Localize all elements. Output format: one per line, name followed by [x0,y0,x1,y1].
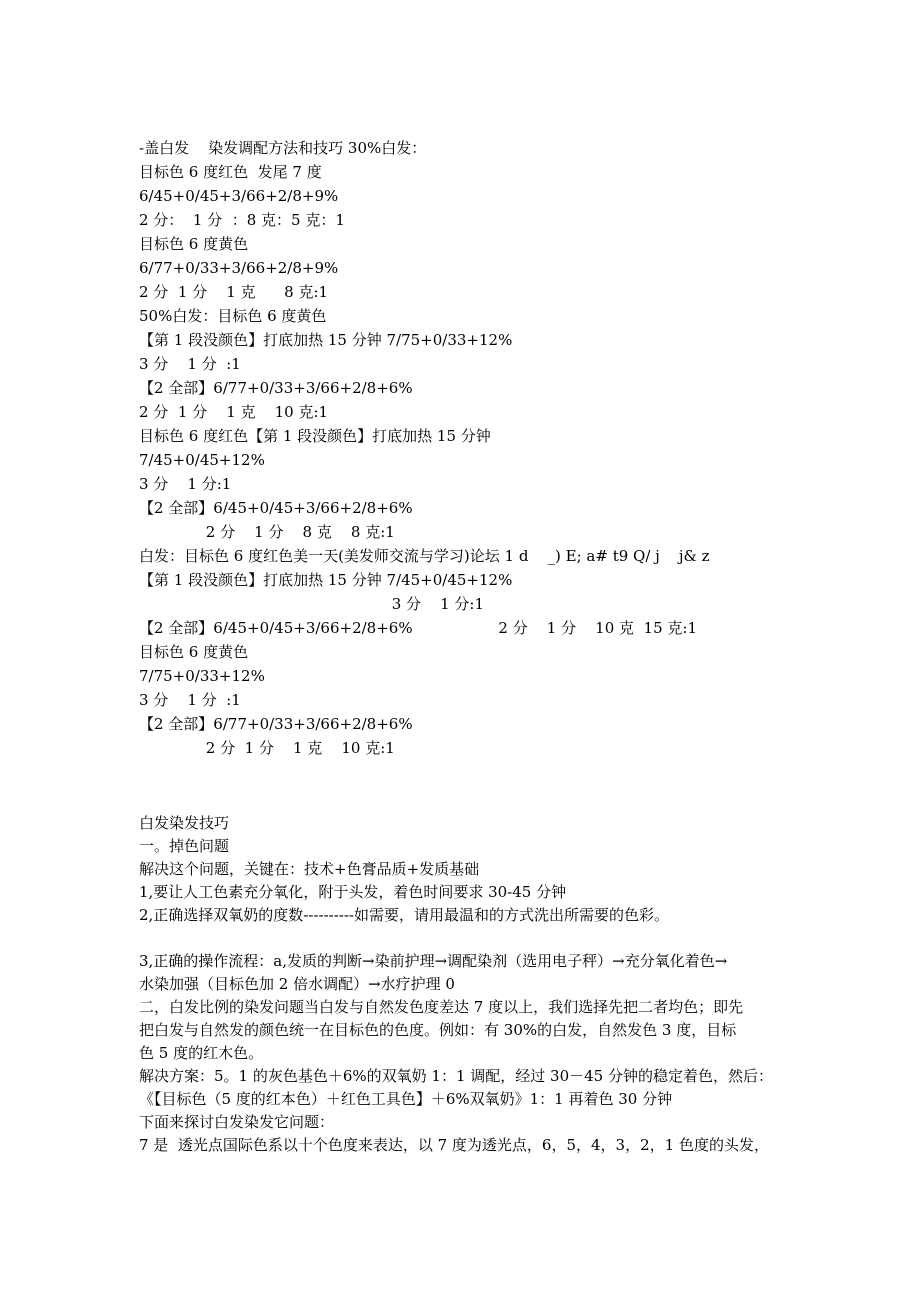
recipe-line: 6/45+0/45+3/66+2/8+9% [139,187,339,205]
recipe-line: 目标色 6 度红色 发尾 7 度 [139,163,322,181]
recipe-line: 【第 1 段没颜色】打底加热 15 分钟 7/45+0/45+12% [139,571,513,589]
tip-line: 色 5 度的红木色。 [139,1044,264,1062]
recipe-line: 【2 全部】6/45+0/45+3/66+2/8+6% 2 分 1 分 10 克 15 克:1 [139,619,698,637]
recipe-line: 3 分 1 分:1 [139,595,485,613]
recipe-line: 2 分 1 分 1 克 10 克:1 [139,739,395,757]
recipe-line: 目标色 6 度红色【第 1 段没颜色】打底加热 15 分钟 [139,427,491,445]
tip-line: 3,正确的操作流程：a,发质的判断→染前护理→调配染剂（选用电子秤）→充分氧化着色→ [139,952,728,970]
recipe-line: 【2 全部】6/77+0/33+3/66+2/8+6% [139,379,413,397]
recipe-line: 【2 全部】6/45+0/45+3/66+2/8+6% [139,499,413,517]
tip-line: 水染加强（目标色加 2 倍水调配）→水疗护理 0 [139,975,455,993]
recipe-line: 50%白发：目标色 6 度黄色 [139,307,327,325]
tip-line: 7 是 透光点国际色系以十个色度来表达，以 7 度为透光点，6，5，4，3，2，1 色度的头发， [139,1136,769,1154]
tip-line: 1,要让人工色素充分氧化，附于头发，着色时间要求 30-45 分钟 [139,883,567,901]
recipe-section [139,136,799,760]
tip-line: 解决方案：5。1 的灰色基色＋6%的双氧奶 1：1 调配，经过 30－45 分钟的稳定着色，然后： [139,1067,773,1085]
tip-line: 2,正确选择双氧奶的度数----------如需要，请用最温和的方式洗出所需要的色彩。 [139,906,669,924]
recipe-line: 【2 全部】6/77+0/33+3/66+2/8+6% [139,715,413,733]
recipe-line: 3 分 1 分 :1 [139,355,241,373]
recipe-line: 6/77+0/33+3/66+2/8+9% [139,259,339,277]
tip-line: 二，白发比例的染发问题当白发与自然发色度差达 7 度以上，我们选择先把二者均色；即先 [139,998,744,1016]
recipe-line: 目标色 6 度黄色 [139,643,249,661]
recipe-line: -盖白发 染发调配方法和技巧 30%白发： [139,139,427,157]
tips-section [139,812,799,1157]
recipe-line: 【第 1 段没颜色】打底加热 15 分钟 7/75+0/33+12% [139,331,513,349]
recipe-line: 2 分 1 分 1 克 10 克:1 [139,403,329,421]
recipe-line: 7/45+0/45+12% [139,451,265,469]
recipe-line: 3 分 1 分:1 [139,475,232,493]
recipe-line: 2 分： 1 分 ：8 克：5 克：1 [139,211,345,229]
recipe-line: 目标色 6 度黄色 [139,235,249,253]
tip-line: 下面来探讨白发染发它问题： [139,1113,335,1131]
tip-line: 一。掉色问题 [139,837,230,855]
recipe-line: 3 分 1 分 :1 [139,691,241,709]
recipe-line: 7/75+0/33+12% [139,667,265,685]
blank-line [139,927,799,950]
tip-line: 解决这个问题，关键在：技术+色膏品质+发质基础 [139,860,480,878]
section-title: 白发染发技巧 [139,814,230,832]
tip-line: 《【目标色（5 度的红本色）＋红色工具色】＋6%双氧奶》1：1 再着色 30 分钟 [139,1090,673,1108]
recipe-line: 2 分 1 分 1 克 8 克:1 [139,283,329,301]
recipe-line: 白发：目标色 6 度红色美一天(美发师交流与学习)论坛 1 d _) E; a# t9 Q/ j j& z [139,547,710,565]
recipe-line: 2 分 1 分 8 克 8 克:1 [139,523,395,541]
tip-line: 把白发与自然发的颜色统一在目标色的色度。例如：有 30%的白发，自然发色 3 度，目标 [139,1021,737,1039]
